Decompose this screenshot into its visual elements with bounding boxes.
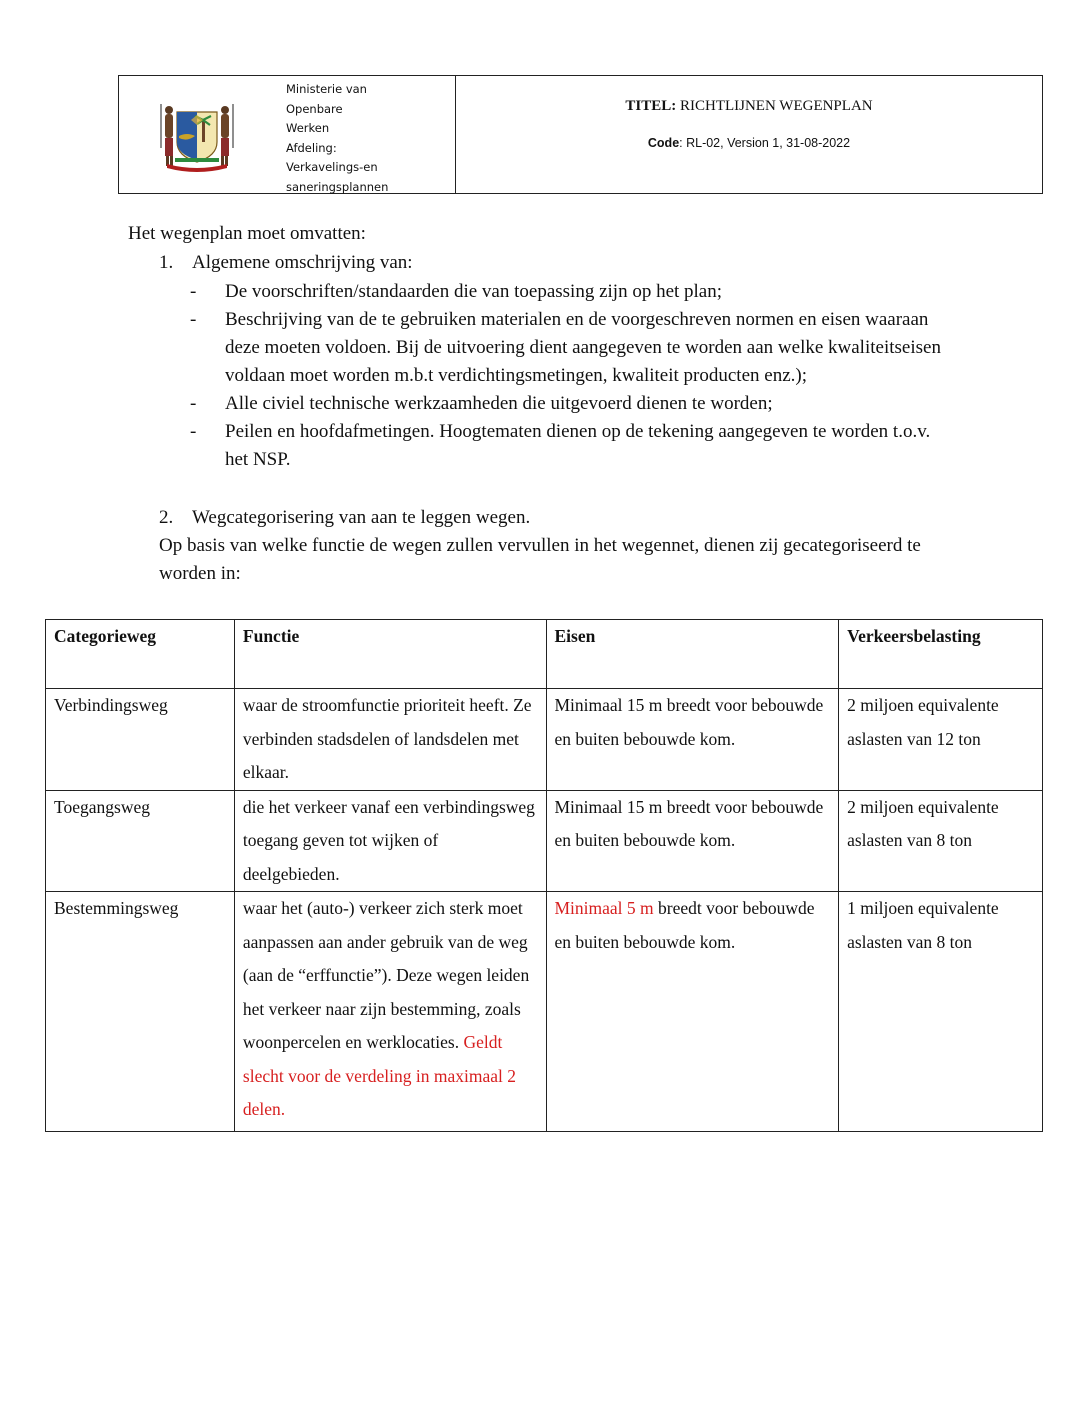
- category-cell: Toegangsweg: [46, 790, 235, 892]
- requirements-cell: [546, 892, 839, 1132]
- code-value: : RL-02, Version 1, 31-08-2022: [679, 136, 851, 150]
- section1-item-line: voldaan moet worden m.b.t verdichtingsmetingen, kwaliteit producten enz.);: [225, 365, 807, 386]
- road-category-table: [45, 619, 1043, 1132]
- column-header: Categorieweg: [46, 620, 235, 689]
- section1-item-line: Beschrijving van de te gebruiken materialen en de voorgeschreven normen en eisen waaraan: [225, 309, 929, 330]
- section1-heading: Algemene omschrijving van:: [192, 252, 413, 273]
- title-label: TITEL:: [625, 98, 677, 114]
- document-title: [456, 98, 1042, 115]
- requirements-text: breedt voor bebouwde en buiten bebouwde kom.: [554, 898, 815, 952]
- function-highlight-text: Geldt slecht voor de verdeling in maximaal 2 delen.: [242, 1032, 517, 1119]
- bullet-dash: -: [190, 281, 197, 302]
- section2-heading: Wegcategorisering van aan te leggen wegen.: [192, 507, 531, 528]
- ministry-line: Openbare: [286, 101, 343, 116]
- document-code: [456, 136, 1042, 150]
- category-cell: Bestemmingsweg: [46, 892, 235, 1132]
- section1-item-line: De voorschriften/standaarden die van toepassing zijn op het plan;: [225, 281, 723, 302]
- function-text: waar het (auto-) verkeer zich sterk moet aanpassen aan ander gebruik van de weg (aan de “erffunctie”). Deze wegen leiden het verkeer naar zijn bestemming, zoals woonpercelen en werklocaties.: [242, 898, 530, 1052]
- function-text: die het verkeer vanaf een verbindingsweg toegang geven tot wijken of deelgebieden.: [242, 796, 535, 884]
- traffic-load-cell: 2 miljoen equivalente aslasten van 8 ton: [839, 790, 1043, 892]
- department-line: Verkavelings-en: [286, 160, 378, 174]
- section2-number: 2.: [159, 507, 174, 528]
- traffic-load-cell: 1 miljoen equivalente aslasten van 8 ton: [839, 892, 1043, 1132]
- requirements-text: Minimaal 15 m breedt voor bebouwde en buiten bebouwde kom.: [554, 796, 824, 850]
- column-header: Eisen: [546, 620, 839, 689]
- department-line: saneringsplannen: [286, 179, 389, 194]
- section1-item-line: Peilen en hoofdafmetingen. Hoogtematen dienen op de tekening aangegeven te worden t.o.v.: [225, 421, 931, 442]
- table-row: [46, 689, 1043, 791]
- ministry-name: [286, 80, 388, 197]
- requirements-cell: [546, 790, 839, 892]
- function-cell: [234, 790, 546, 892]
- bullet-dash: -: [190, 309, 197, 330]
- table-row: [46, 790, 1043, 892]
- section2-paragraph-line: worden in:: [159, 563, 241, 584]
- traffic-load-cell: 2 miljoen equivalente aslasten van 12 ton: [839, 689, 1043, 791]
- section1-item-line: het NSP.: [225, 449, 291, 470]
- ministry-line: Werken: [286, 121, 330, 135]
- coat-of-arms-icon: [155, 98, 239, 172]
- code-label: Code: [647, 136, 680, 150]
- requirements-highlight-text: Minimaal 5 m: [554, 898, 654, 918]
- column-header: Functie: [234, 620, 546, 689]
- bullet-dash: -: [190, 393, 197, 414]
- requirements-cell: [546, 689, 839, 791]
- department-label: Afdeling:: [286, 140, 337, 155]
- bullet-dash: -: [190, 421, 197, 442]
- ministry-line: Ministerie van: [286, 82, 367, 96]
- function-text: waar de stroomfunctie prioriteit heeft. Ze verbinden stadsdelen of landsdelen met elkaar.: [242, 695, 532, 782]
- section1-number: 1.: [159, 252, 174, 273]
- section2-paragraph-line: Op basis van welke functie de wegen zullen vervullen in het wegennet, dienen zij gecategoriseerd te: [159, 535, 921, 556]
- category-cell: Verbindingsweg: [46, 689, 235, 791]
- section1-item-line: Alle civiel technische werkzaamheden die uitgevoerd dienen te worden;: [225, 393, 773, 414]
- function-cell: [234, 689, 546, 791]
- header-left-cell: [119, 76, 456, 193]
- section1-item-line: deze moeten voldoen. Bij de uitvoering dient aangegeven te worden aan welke kwaliteitseisen: [225, 337, 941, 358]
- title-value: RICHTLIJNEN WEGENPLAN: [676, 98, 873, 114]
- function-cell: [234, 892, 546, 1132]
- intro-text: Het wegenplan moet omvatten:: [128, 223, 366, 244]
- column-header: Verkeersbelasting: [839, 620, 1043, 689]
- header-right-cell: [456, 76, 1042, 193]
- requirements-text: Minimaal 15 m breedt voor bebouwde en buiten bebouwde kom.: [554, 695, 824, 749]
- table-row: [46, 892, 1043, 1132]
- document-header: [118, 75, 1043, 194]
- table-header-row: [46, 620, 1043, 689]
